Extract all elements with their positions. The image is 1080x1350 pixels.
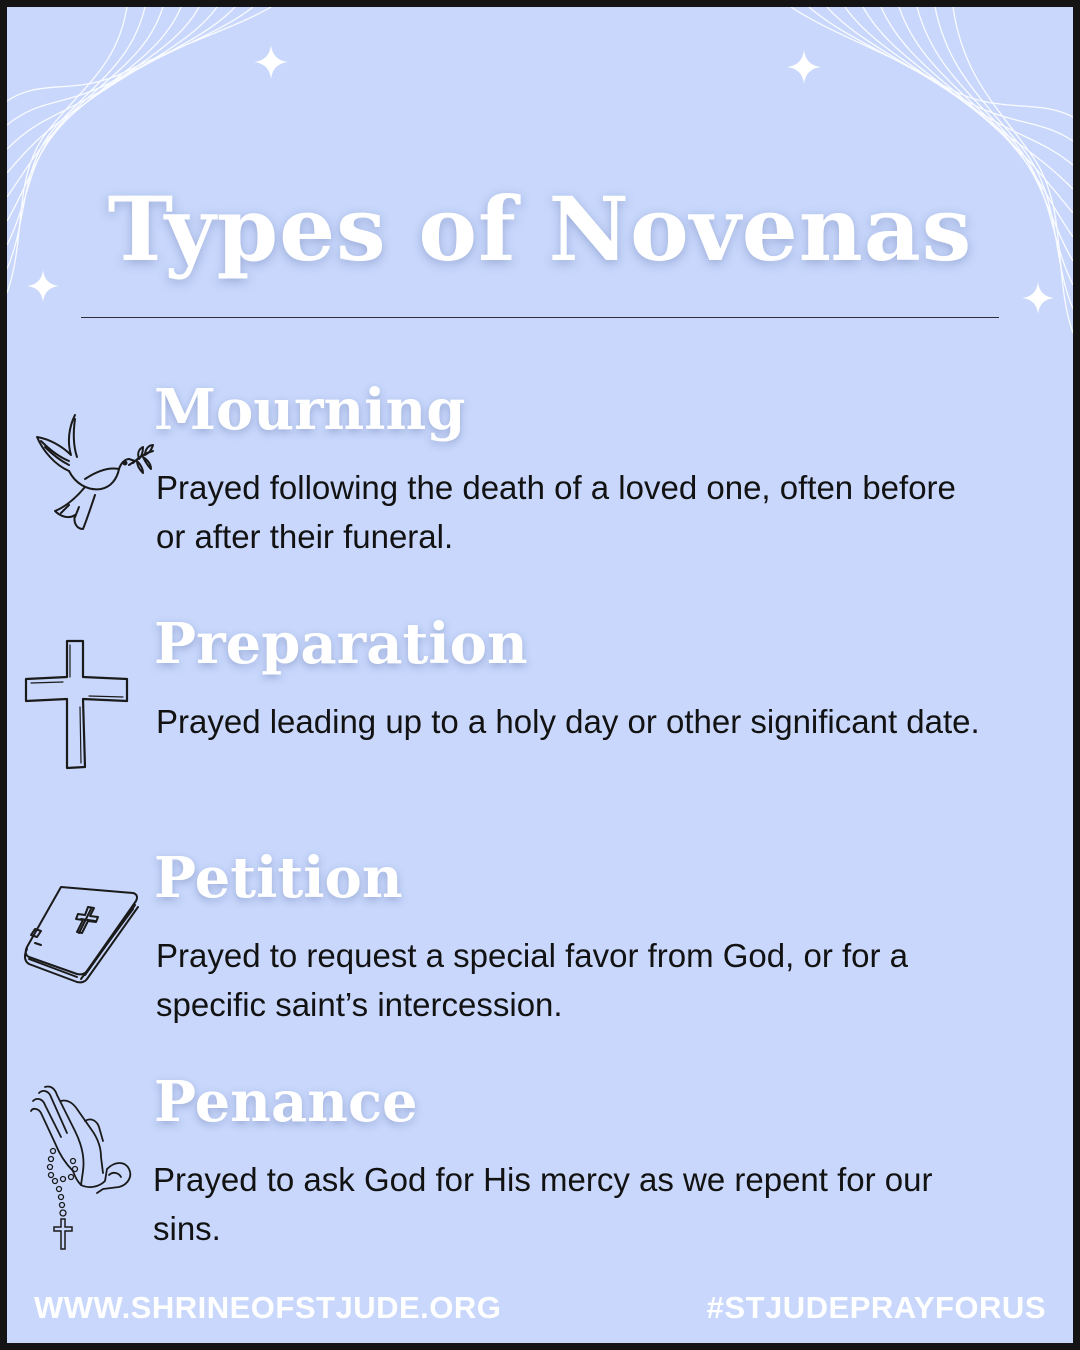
bible-icon <box>21 879 146 989</box>
section-description: Prayed leading up to a holy day or other significant date. <box>156 703 980 740</box>
cross-icon <box>23 637 133 772</box>
sparkle-icon <box>254 45 288 79</box>
section-description: Prayed following the death of a loved one, often before or after their funeral. <box>156 469 956 555</box>
section-title: Mourning <box>154 377 466 443</box>
page-title: Types of Novenas <box>107 177 973 281</box>
title-divider <box>81 317 999 318</box>
dove-icon <box>25 407 155 537</box>
footer-hashtag[interactable]: #STJUDEPRAYFORUS <box>706 1290 1046 1325</box>
section-title: Penance <box>154 1069 418 1135</box>
section-title: Petition <box>154 845 403 911</box>
praying-hands-rosary-icon <box>25 1081 135 1251</box>
section-description: Prayed to ask God for His mercy as we repent for our sins. <box>153 1161 933 1247</box>
sparkle-icon <box>1022 282 1054 314</box>
section-title: Preparation <box>154 611 528 677</box>
sparkle-icon <box>787 50 821 84</box>
section-description: Prayed to request a special favor from God, or for a specific saint’s intercession. <box>156 937 909 1023</box>
footer-website[interactable]: WWW.SHRINEOFSTJUDE.ORG <box>34 1290 502 1325</box>
